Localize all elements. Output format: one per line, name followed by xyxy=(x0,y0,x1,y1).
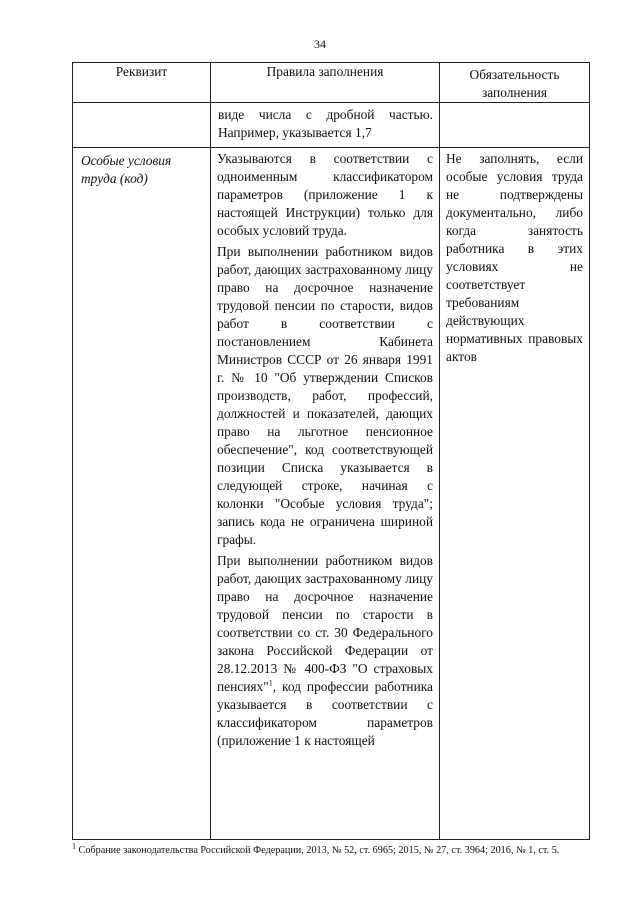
rules-paragraph: Указываются в соответствии с одноименным классификатором параметров (приложение 1 к настоящей Инструкции) только для особых условий труда. xyxy=(217,151,433,238)
footnote-divider xyxy=(72,839,228,840)
footnote-text: Собрание законодательства Российской Федерации, 2013, № 52, ст. 6965; 2015, № 27, ст. 3964; 2016, № 1, ст. 5. xyxy=(78,845,560,856)
rules-paragraph-tail: , код профессии работника указывается в соответствии с классификатором параметров (приложение 1 к настоящей xyxy=(217,679,433,748)
cell-rules xyxy=(211,148,440,840)
table-header-row xyxy=(73,63,590,103)
header-rekvizit: Реквизит xyxy=(73,63,211,103)
cell-rekvizit: Особые условия труда (код) xyxy=(73,148,211,840)
rules-paragraph xyxy=(217,552,433,750)
rules-paragraph-text: При выполнении работником видов работ, дающих застрахованному лицу право на досрочное назначение трудовой пенсии по старости в соответствии со ст. 30 Федерального закона Российской Федерации от 28.12.2013 № 400-ФЗ "О страховых пенсиях" xyxy=(217,553,433,694)
header-rules: Правила заполнения xyxy=(211,63,440,103)
header-obligation: Обязательность заполнения xyxy=(440,63,590,103)
cell-rekvizit-continued xyxy=(73,103,211,148)
requisites-table xyxy=(72,62,590,840)
footnote-reference: 1 xyxy=(268,678,273,688)
table-row xyxy=(73,148,590,840)
page-number: 34 xyxy=(314,37,326,51)
cell-obligation-continued xyxy=(440,103,590,148)
cell-rules-continued: виде числа с дробной частью. Например, указывается 1,7 xyxy=(211,103,440,148)
table-row xyxy=(73,103,590,148)
cell-obligation: Не заполнять, если особые условия труда не подтверждены документально, либо когда занятость работника в этих условиях не соответствует требованиям действующих нормативных правовых актов xyxy=(440,148,590,840)
footnote-mark: 1 xyxy=(72,841,76,851)
footnote xyxy=(72,841,612,857)
rules-paragraph: При выполнении работником видов работ, дающих застрахованному лицу право на досрочное назначение трудовой пенсии по старости, видов работ в соответствии с постановлением Кабинета Министров СССР от 26 января 1991 г. № 10 "Об утверждении Списков производств, работ, профессий, должностей и показателей, дающих право на льготное пенсионное обеспечение", код соответствующей позиции Списка указывается в следующей строке, начиная с колонки "Особые условия труда"; запись кода не ограничена шириной графы. xyxy=(217,244,433,547)
